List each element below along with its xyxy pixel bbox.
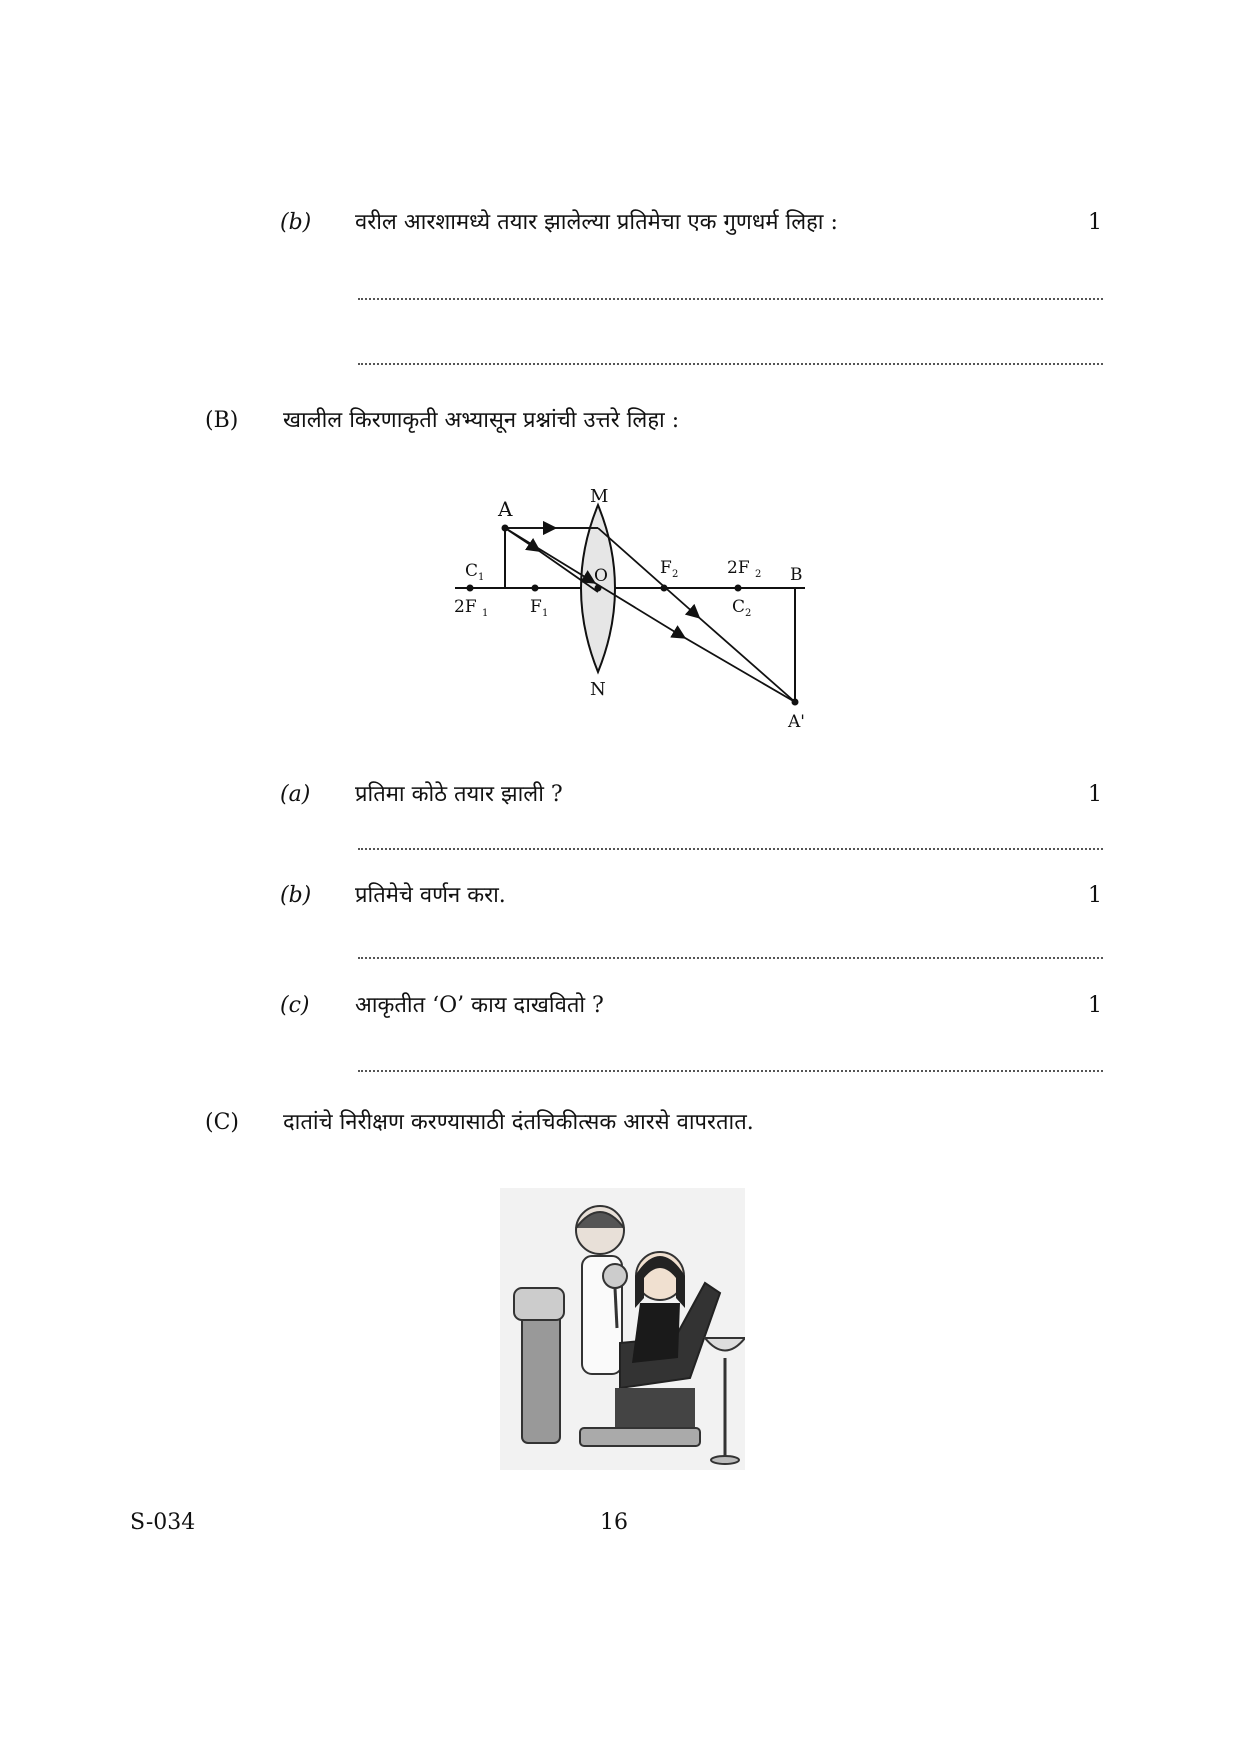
question-label-a: (a) xyxy=(280,782,311,807)
answer-line xyxy=(358,848,1103,850)
svg-text:1: 1 xyxy=(542,608,549,619)
question-label-b: (b) xyxy=(280,883,312,908)
section-c-text: दातांचे निरीक्षण करण्यासाठी दंतचिकीत्सक आरसे वापरतात. xyxy=(283,1110,754,1135)
question-text-c: आकृतीत ‘O’ काय दाखवितो ? xyxy=(355,993,604,1018)
question-label-c: (c) xyxy=(280,993,310,1018)
label-m: M xyxy=(590,486,609,507)
svg-text:2: 2 xyxy=(755,569,762,580)
page-number: 16 xyxy=(600,1510,628,1535)
point-a xyxy=(502,525,509,532)
label-f2: F xyxy=(660,558,672,578)
paper-code: S-034 xyxy=(130,1510,196,1535)
marks-c: 1 xyxy=(1088,993,1102,1018)
label-c2: C xyxy=(732,597,746,617)
section-label-c: (C) xyxy=(205,1110,239,1135)
svg-text:2: 2 xyxy=(672,569,679,580)
label-c1: C xyxy=(465,561,479,581)
point-a-prime xyxy=(792,699,799,706)
point-f1 xyxy=(532,585,539,592)
ray-diagram xyxy=(440,480,840,740)
marks-b: 1 xyxy=(1088,883,1102,908)
label-o: O xyxy=(594,566,608,586)
label-2f2: 2F xyxy=(727,558,750,578)
svg-text:1: 1 xyxy=(482,608,489,619)
point-f2 xyxy=(661,585,668,592)
marks-b-top: 1 xyxy=(1088,210,1102,235)
label-a-prime: A' xyxy=(788,712,805,732)
svg-text:2: 2 xyxy=(745,608,752,619)
marks-a: 1 xyxy=(1088,782,1102,807)
dentist-illustration xyxy=(500,1188,745,1470)
point-2f1 xyxy=(467,585,474,592)
answer-line xyxy=(358,1070,1103,1072)
answer-line xyxy=(358,363,1103,365)
answer-line xyxy=(358,298,1103,300)
ray-through-centre xyxy=(505,528,795,702)
question-text-b: प्रतिमेचे वर्णन करा. xyxy=(355,883,506,908)
label-f1: F xyxy=(530,597,542,617)
svg-text:1: 1 xyxy=(478,572,485,583)
question-text-b-top: वरील आरशामध्ये तयार झालेल्या प्रतिमेचा एक गुणधर्म लिहा : xyxy=(355,210,838,235)
point-2f2 xyxy=(735,585,742,592)
label-b: B xyxy=(790,565,803,585)
label-a: A xyxy=(498,497,513,521)
section-label-b: (B) xyxy=(205,408,239,433)
question-text-a: प्रतिमा कोठे तयार झाली ? xyxy=(355,782,563,807)
answer-line xyxy=(358,957,1103,959)
section-b-instruction: खालील किरणाकृती अभ्यासून प्रश्नांची उत्तरे लिहा : xyxy=(283,408,680,433)
question-label-b-top: (b) xyxy=(280,210,312,235)
label-n: N xyxy=(590,679,606,700)
ray-refracted-focus xyxy=(598,528,795,702)
label-2f1: 2F xyxy=(454,597,477,617)
